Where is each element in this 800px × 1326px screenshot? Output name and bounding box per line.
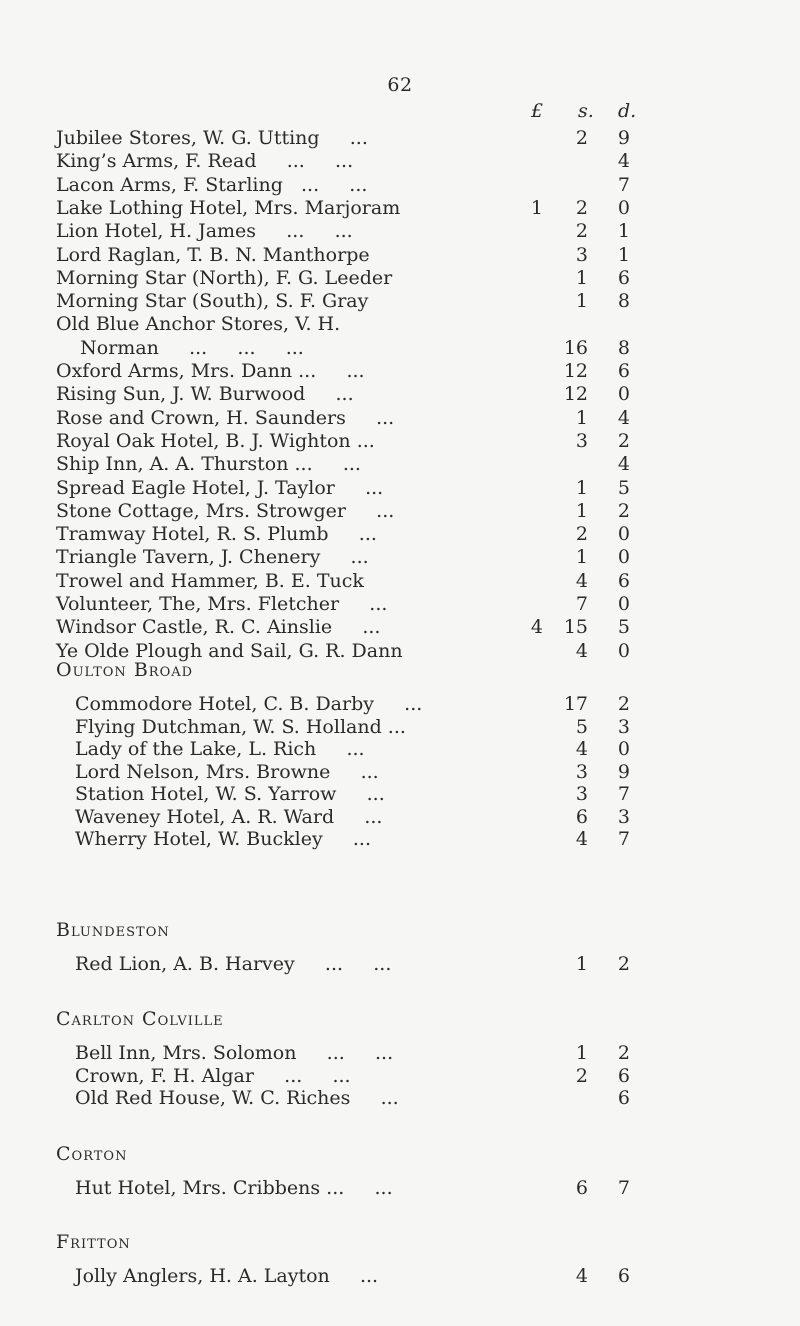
- amount-pence: 4: [617, 406, 630, 429]
- amount-pence: 2: [617, 1042, 630, 1064]
- ledger-row: [0, 148, 800, 174]
- amount-pence: 0: [617, 639, 630, 662]
- amount-shillings: 4: [575, 639, 588, 662]
- entry-name: Lake Lothing Hotel, Mrs. Marjoram: [56, 196, 401, 219]
- amount-pence: 4: [617, 150, 630, 173]
- entry-name: Lion Hotel, H. James ... ...: [56, 220, 353, 243]
- amount-pence: 9: [617, 127, 630, 149]
- amount-pence: 9: [617, 760, 630, 783]
- section-heading: Blundeston: [56, 919, 170, 941]
- amount-shillings: 12: [563, 360, 588, 382]
- ledger-row: [0, 591, 800, 617]
- ledger-row: [0, 1175, 800, 1201]
- amount-shillings: 1: [575, 953, 588, 975]
- ledger-row: [0, 1085, 800, 1111]
- pence-column-header: d.: [618, 100, 637, 122]
- amount-shillings: 17: [563, 693, 588, 715]
- amount-pence: 0: [617, 196, 630, 219]
- entry-name: Morning Star (South), S. F. Gray: [56, 290, 369, 313]
- entry-name: Crown, F. H. Algar ... ...: [75, 1064, 351, 1087]
- amount-shillings: 4: [575, 738, 588, 760]
- ledger-row: [0, 218, 800, 244]
- amount-shillings: 1: [575, 476, 588, 499]
- ledger-row: [0, 951, 800, 977]
- amount-shillings: 1: [575, 406, 588, 429]
- amount-shillings: 5: [575, 715, 588, 738]
- ledger-row: [0, 568, 800, 594]
- entry-name: Lord Raglan, T. B. N. Manthorpe: [56, 243, 370, 266]
- amount-pounds: 4: [530, 616, 543, 639]
- ledger-row: [0, 451, 800, 477]
- amount-shillings: 3: [575, 783, 588, 805]
- ledger-row: [0, 544, 800, 570]
- amount-pence: 1: [617, 220, 630, 243]
- amount-pence: 8: [617, 290, 630, 313]
- ledger-row: [0, 1263, 800, 1289]
- amount-pence: 0: [617, 546, 630, 569]
- amount-pence: 6: [617, 569, 630, 592]
- entry-name: Spread Eagle Hotel, J. Taylor ...: [56, 476, 384, 499]
- ledger-row: [0, 498, 800, 524]
- amount-shillings: 2: [575, 127, 588, 149]
- amount-shillings: 6: [575, 1177, 588, 1199]
- amount-shillings: 2: [575, 1064, 588, 1087]
- amount-shillings: 1: [575, 546, 588, 569]
- entry-name: Station Hotel, W. S. Yarrow ...: [75, 783, 385, 805]
- entry-name: Ship Inn, A. A. Thurston ... ...: [56, 453, 361, 476]
- entry-name: Flying Dutchman, W. S. Holland ...: [75, 715, 406, 738]
- entry-name: Bell Inn, Mrs. Solomon ... ...: [75, 1042, 394, 1064]
- page-number: 62: [387, 74, 413, 96]
- amount-pence: 0: [617, 593, 630, 615]
- amount-shillings: 16: [563, 336, 588, 359]
- amount-shillings: 1: [575, 499, 588, 522]
- entry-name: Stone Cottage, Mrs. Strowger ...: [56, 499, 395, 522]
- ledger-row: [0, 195, 800, 221]
- ledger-row: [0, 358, 800, 384]
- amount-shillings: 4: [575, 828, 588, 850]
- ledger-row: [0, 826, 800, 852]
- entry-name: Lacon Arms, F. Starling ... ...: [56, 173, 368, 196]
- amount-pence: 4: [617, 453, 630, 476]
- amount-pence: 6: [617, 1087, 630, 1109]
- amount-pence: 6: [617, 1064, 630, 1087]
- amount-shillings: 2: [575, 196, 588, 219]
- ledger-row: [0, 405, 800, 431]
- amount-pence: 2: [617, 429, 630, 452]
- ledger-row: [0, 288, 800, 314]
- amount-shillings: 4: [575, 1265, 588, 1287]
- amount-pence: 1: [617, 243, 630, 266]
- amount-shillings: 2: [575, 523, 588, 546]
- ledger-row: [0, 125, 800, 151]
- amount-pence: 6: [617, 1265, 630, 1287]
- amount-shillings: 3: [575, 760, 588, 783]
- amount-shillings: 6: [575, 805, 588, 828]
- amount-pence: 7: [617, 173, 630, 196]
- amount-pence: 7: [617, 828, 630, 850]
- entry-name: Tramway Hotel, R. S. Plumb ...: [56, 523, 377, 546]
- ledger-row: [0, 172, 800, 198]
- ledger-row: [0, 475, 800, 501]
- amount-pence: 7: [617, 783, 630, 805]
- amount-shillings: 2: [575, 220, 588, 243]
- entry-name: Jubilee Stores, W. G. Utting ...: [56, 127, 368, 149]
- entry-name: Triangle Tavern, J. Chenery ...: [56, 546, 369, 569]
- entry-name: Ye Olde Plough and Sail, G. R. Dann: [56, 639, 403, 662]
- amount-pounds: 1: [530, 196, 543, 219]
- amount-shillings: 1: [575, 1042, 588, 1064]
- entry-name: King’s Arms, F. Read ... ...: [56, 150, 354, 173]
- amount-shillings: 1: [575, 290, 588, 313]
- entry-name: Waveney Hotel, A. R. Ward ...: [75, 805, 383, 828]
- entry-name: Trowel and Hammer, B. E. Tuck: [56, 569, 364, 592]
- ledger-row: [0, 428, 800, 454]
- ledger-row: [0, 335, 800, 361]
- section-heading: Oulton Broad: [56, 659, 194, 681]
- amount-shillings: 3: [575, 429, 588, 452]
- amount-pence: 2: [617, 693, 630, 715]
- amount-pence: 0: [617, 383, 630, 406]
- section-heading: Carlton Colville: [56, 1008, 224, 1030]
- entry-name: Lord Nelson, Mrs. Browne ...: [75, 760, 379, 783]
- amount-pence: 5: [617, 616, 630, 639]
- entry-name: Old Red House, W. C. Riches ...: [75, 1087, 399, 1109]
- amount-pence: 6: [617, 266, 630, 289]
- section-heading: Corton: [56, 1143, 128, 1165]
- amount-pence: 5: [617, 476, 630, 499]
- entry-name: Morning Star (North), F. G. Leeder: [56, 266, 393, 289]
- ledger-row: [0, 521, 800, 547]
- entry-name: Wherry Hotel, W. Buckley ...: [75, 828, 372, 850]
- entry-name: Norman ... ... ...: [56, 336, 304, 359]
- entry-name: Red Lion, A. B. Harvey ... ...: [75, 953, 392, 975]
- section-heading: Fritton: [56, 1231, 131, 1253]
- entry-name: Old Blue Anchor Stores, V. H.: [56, 313, 341, 336]
- entry-name: Oxford Arms, Mrs. Dann ... ...: [56, 360, 365, 382]
- currency-header: [0, 100, 800, 124]
- amount-pence: 6: [617, 360, 630, 382]
- amount-shillings: 12: [563, 383, 588, 406]
- entry-name: Royal Oak Hotel, B. J. Wighton ...: [56, 429, 375, 452]
- shillings-column-header: s.: [578, 100, 594, 122]
- entry-name: Rising Sun, J. W. Burwood ...: [56, 383, 354, 406]
- ledger-row: [0, 311, 800, 337]
- amount-pence: 2: [617, 499, 630, 522]
- amount-pence: 3: [617, 715, 630, 738]
- amount-shillings: 15: [563, 616, 588, 639]
- entry-name: Lady of the Lake, L. Rich ...: [75, 738, 365, 760]
- entry-name: Commodore Hotel, C. B. Darby ...: [75, 693, 423, 715]
- ledger-row: [0, 242, 800, 268]
- amount-pence: 7: [617, 1177, 630, 1199]
- entry-name: Rose and Crown, H. Saunders ...: [56, 406, 395, 429]
- amount-pence: 3: [617, 805, 630, 828]
- amount-shillings: 4: [575, 569, 588, 592]
- amount-shillings: 7: [575, 593, 588, 615]
- amount-pence: 2: [617, 953, 630, 975]
- ledger-row: [0, 381, 800, 407]
- pounds-column-header: £: [531, 100, 544, 122]
- entry-name: Hut Hotel, Mrs. Cribbens ... ...: [75, 1177, 393, 1199]
- entry-name: Windsor Castle, R. C. Ainslie ...: [56, 616, 381, 639]
- ledger-row: [0, 265, 800, 291]
- amount-shillings: 3: [575, 243, 588, 266]
- amount-pence: 0: [617, 738, 630, 760]
- ledger-row: [0, 614, 800, 640]
- entry-name: Jolly Anglers, H. A. Layton ...: [75, 1265, 379, 1287]
- entry-name: Volunteer, The, Mrs. Fletcher ...: [56, 593, 388, 615]
- amount-pence: 8: [617, 336, 630, 359]
- amount-shillings: 1: [575, 266, 588, 289]
- amount-pence: 0: [617, 523, 630, 546]
